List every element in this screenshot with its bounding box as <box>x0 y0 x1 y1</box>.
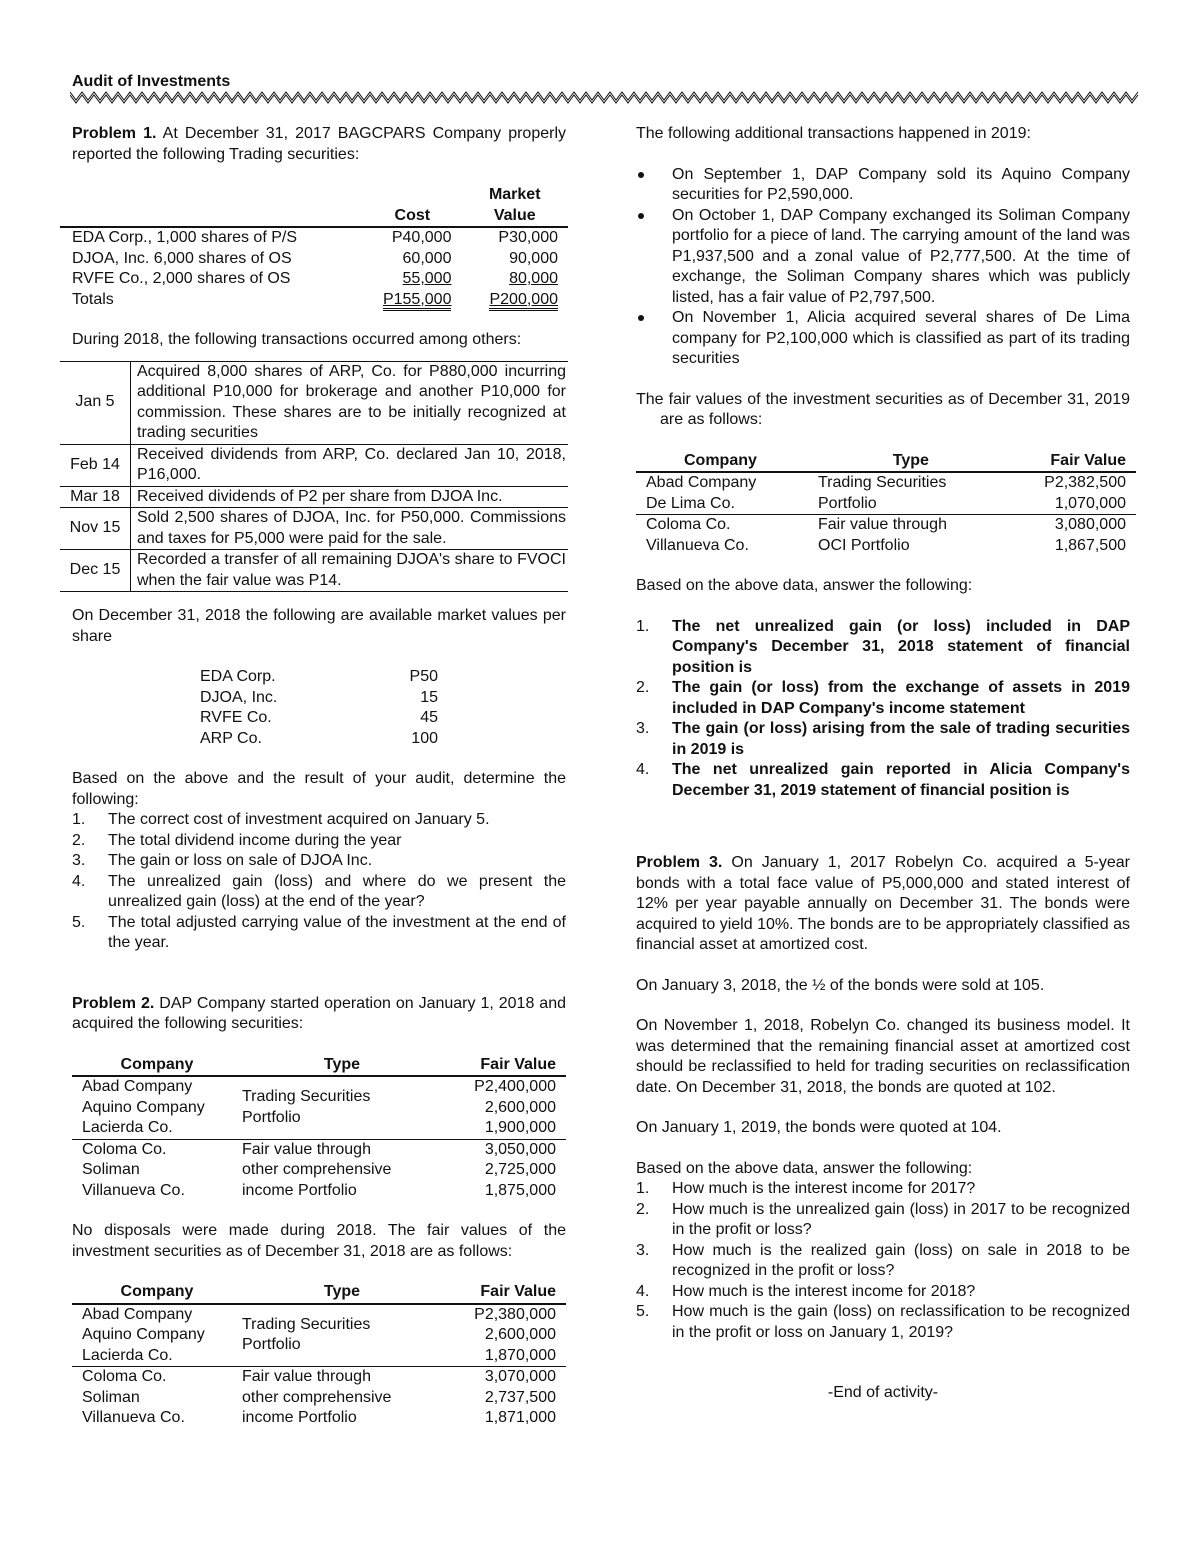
fair-values-2019-table <box>636 451 1136 557</box>
bullet-icon <box>638 213 644 219</box>
left-column <box>69 124 567 1429</box>
problem3-questions-intro: Based on the above data, answer the following: <box>636 1159 973 1177</box>
table-row: Jan 5 Acquired 8,000 shares of ARP, Co. for P880,000 incurring additional P10,000 for brokerage and another P10,000 for commission. These shares are to be initially recognized at trading securities <box>60 361 568 444</box>
document-title: Audit of Investments <box>72 73 231 90</box>
problem3-label: Problem 3. <box>636 854 723 871</box>
table-row: Villanueva Co. OCI Portfolio 1,867,500 <box>646 536 1126 554</box>
additional-transactions-intro: The following additional transactions happened in 2019: <box>636 125 1031 142</box>
company-header: Company <box>636 451 818 473</box>
cost-header: Cost <box>363 185 461 227</box>
list-item: 1. The net unrealized gain (or loss) included in DAP Company's December 31, 2018 statement of financial position is <box>636 617 1130 676</box>
table-row: De Lima Co. Portfolio 1,070,000 <box>646 494 1126 512</box>
table-row: Soliman other comprehensive 2,725,000 <box>82 1161 556 1178</box>
company-header: Company <box>72 1055 242 1077</box>
list-item: 4. The net unrealized gain reported in Alicia Company's December 31, 2019 statement of financial position is <box>636 761 1130 799</box>
list-item: 3. The gain or loss on sale of DJOA Inc. <box>72 852 373 869</box>
problem1-label: Problem 1. <box>72 125 157 142</box>
market-values-table <box>200 667 438 749</box>
during-2018-text: During 2018, the following transactions occurred among others: <box>72 331 522 348</box>
table-row: Coloma Co. Fair value through 3,080,000 <box>636 515 1136 536</box>
list-item: On October 1, DAP Company exchanged its Soliman Company portfolio for a piece of land. The carrying amount of the land was P1,937,500 and a zonal value of P2,777,500. At the time of exchange, the Soliman Company shares which was publicly listed, has a fair value of P2,797,500. <box>636 206 1130 309</box>
problem3-questions <box>636 1179 1130 1343</box>
problem2-intro: Problem 2. DAP Company started operation on January 1, 2018 and acquired the following securities: <box>72 994 567 1032</box>
table-row: RVFE Co., 2,000 shares of OS 55,000 80,000 <box>72 270 558 287</box>
list-item: 2. The total dividend income during the year <box>72 831 402 849</box>
table-row: Abad Company Trading Securities Portfolio P2,400,000 <box>72 1076 566 1098</box>
table-row: Lacierda Co. 1,870,000 <box>82 1346 556 1364</box>
list-item: On September 1, DAP Company sold its Aquino Company securities for P2,590,000. <box>636 165 1130 206</box>
table-row: Lacierda Co. 1,900,000 <box>82 1119 556 1136</box>
fair-values-2018-table <box>72 1282 566 1429</box>
zigzag-divider <box>70 90 1140 104</box>
table-row: DJOA, Inc. 6,000 shares of OS 60,000 90,000 <box>72 249 558 267</box>
list-item: 2. The gain (or loss) from the exchange of assets in 2019 included in DAP Company's income statement <box>636 679 1130 717</box>
table-row: Mar 18 Received dividends of P2 per share from DJOA Inc. <box>60 486 568 508</box>
problem1-questions-intro: Based on the above and the result of your audit, determine the following: <box>72 770 566 808</box>
problem2-questions <box>636 617 1130 802</box>
problem2-questions-intro: Based on the above data, answer the following: <box>636 577 973 594</box>
transactions-table <box>60 361 568 593</box>
problem1-questions <box>72 810 566 954</box>
transactions-2019-list <box>636 165 1130 370</box>
table-row: Coloma Co. Fair value through 3,070,000 <box>72 1367 566 1388</box>
company-header: Company <box>72 1282 242 1304</box>
list-item: 3. How much is the realized gain (loss) on sale in 2018 to be recognized in the profit or loss? <box>636 1241 1130 1279</box>
table-row: Nov 15 Sold 2,500 shares of DJOA, Inc. for P50,000. Commissions and taxes for P5,000 were paid for the sale. <box>60 508 568 550</box>
bullet-icon <box>638 315 644 321</box>
fair-value-header: Fair Value <box>442 1055 566 1077</box>
table-row: Coloma Co. Fair value through 3,050,000 <box>72 1139 566 1160</box>
acquired-securities-table <box>72 1055 566 1202</box>
problem3-intro: Problem 3. On January 1, 2017 Robelyn Co. acquired a 5-year bonds with a total face value of P5,000,000 and stated interest of 12% per year payable annually on December 31. The bonds were acquired to yield 10%. The bonds are to be appropriately classified as financial asset at amortized cost. <box>636 854 1131 953</box>
list-item: On November 1, Alicia acquired several shares of De Lima company for P2,100,000 which is classified as part of its trading securities <box>636 308 1130 370</box>
table-row: ARP Co. 100 <box>200 729 438 747</box>
table-row: RVFE Co. 45 <box>200 709 438 726</box>
table-row: Villanueva Co. income Portfolio 1,875,000 <box>82 1181 556 1199</box>
type-cell: Trading Securities Portfolio <box>242 1088 371 1126</box>
table-row: Aquino Company 2,600,000 <box>82 1326 556 1343</box>
list-item: 3. The gain (or loss) arising from the sale of trading securities in 2019 is <box>636 720 1130 758</box>
type-header: Type <box>242 1282 442 1304</box>
table-row: EDA Corp., 1,000 shares of P/S P40,000 P30,000 <box>72 229 558 246</box>
no-disposals-text: No disposals were made during 2018. The fair values of the investment securities as of December 31, 2018 are as follows: <box>72 1222 566 1260</box>
fair-values-2019-intro: The fair values of the investment securities as of December 31, 2019 are as follows: <box>636 390 1130 428</box>
problem1-intro-text: At December 31, 2017 BAGCPARS Company properly reported the following Trading securities: <box>72 125 566 163</box>
list-item: 5. How much is the gain (loss) on reclassification to be recognized in the profit or loss on January 1, 2019? <box>636 1303 1130 1341</box>
problem3-paragraph: On January 3, 2018, the ½ of the bonds were sold at 105. <box>636 976 1045 994</box>
fair-value-header: Fair Value <box>1004 451 1136 473</box>
fair-value-header: Fair Value <box>442 1282 566 1304</box>
end-of-activity: -End of activity- <box>827 1384 939 1401</box>
list-item: 1. The correct cost of investment acquired on January 5. <box>72 811 490 828</box>
table-row: Abad Company Trading Securities Portfolio P2,380,000 <box>72 1304 566 1326</box>
table-row: Abad Company Trading Securities P2,382,500 <box>646 474 1126 491</box>
problem2-label: Problem 2. <box>72 994 155 1012</box>
list-item: 5. The total adjusted carrying value of the investment at the end of the year. <box>72 913 566 951</box>
problem1-intro <box>72 124 566 165</box>
type-cell: Trading Securities Portfolio <box>242 1315 371 1354</box>
problem3-paragraph: On January 1, 2019, the bonds were quoted at 104. <box>636 1119 1002 1136</box>
type-header: Type <box>818 451 1004 473</box>
list-item: 4. The unrealized gain (loss) and where do we present the unrealized gain (loss) at the end of the year? <box>72 872 566 910</box>
market-value-header: Market Value <box>461 185 568 227</box>
table-row: Aquino Company 2,600,000 <box>82 1098 556 1116</box>
totals-row: Totals P155,000 P200,000 <box>60 290 568 311</box>
problem3-paragraph: On November 1, 2018, Robelyn Co. changed its business model. It was determined that the remaining financial asset at amortized cost should be reclassified to held for trading securities on reclassification date. On December 31, 2018, the bonds are quoted at 102. <box>636 1017 1130 1096</box>
list-item: 2. How much is the unrealized gain (loss) in 2017 to be recognized in the profit or loss? <box>636 1200 1130 1238</box>
trading-securities-table <box>60 185 568 310</box>
list-item: 1. How much is the interest income for 2017? <box>636 1180 976 1197</box>
type-header: Type <box>242 1055 442 1077</box>
bullet-icon <box>638 172 644 178</box>
right-column <box>636 124 1130 1404</box>
table-row: Villanueva Co. income Portfolio 1,871,000 <box>82 1409 556 1426</box>
table-row: DJOA, Inc. 15 <box>200 688 438 706</box>
table-row: Soliman other comprehensive 2,737,500 <box>82 1388 556 1406</box>
table-row: Feb 14 Received dividends from ARP, Co. declared Jan 10, 2018, P16,000. <box>60 444 568 486</box>
list-item: 4. How much is the interest income for 2018? <box>636 1282 976 1300</box>
table-row: EDA Corp. P50 <box>200 668 438 685</box>
market-values-intro: On December 31, 2018 the following are available market values per share <box>72 607 566 645</box>
table-row: Dec 15 Recorded a transfer of all remaining DJOA's share to FVOCI when the fair value was P14. <box>60 550 568 592</box>
